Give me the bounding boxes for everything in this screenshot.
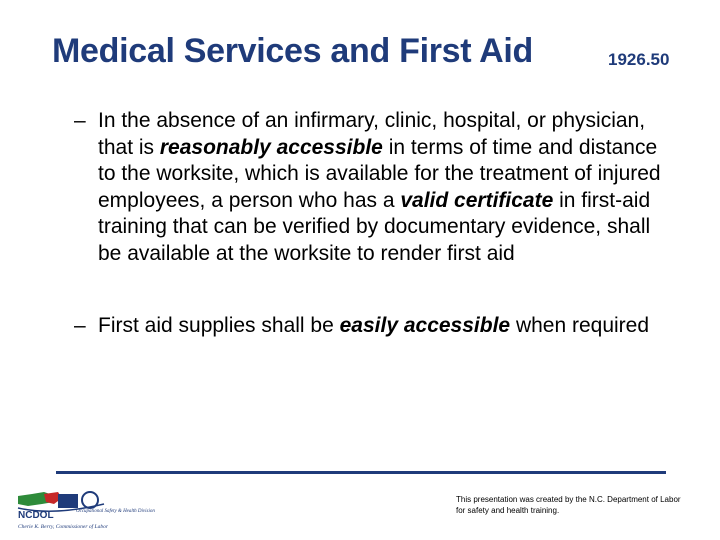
logo-division: Occupational Safety & Health Division	[76, 509, 155, 514]
logo-abbr: NCDOL	[18, 510, 54, 521]
bullet-text: when required	[510, 314, 650, 337]
emphasis-text: reasonably accessible	[159, 135, 383, 159]
logo-badge-icon	[58, 494, 78, 508]
emphasis-text: easily accessible	[339, 314, 511, 337]
logo-tagline: Cherie K. Berry, Commissioner of Labor	[18, 524, 108, 530]
bullet-item-1	[72, 108, 662, 267]
credit-text: This presentation was created by the N.C. Department of Labor for safety and health training.	[456, 495, 681, 515]
standard-code: 1926.50	[608, 50, 670, 69]
bullet-list	[72, 108, 662, 340]
bullet-marker: –	[74, 109, 86, 132]
footer-divider	[56, 471, 666, 474]
bullet-marker: –	[74, 314, 86, 337]
emphasis-text: valid certificate	[400, 188, 554, 212]
bullet-text: in terms of time and distance to the worksite, which is available for the treatment of injured employees, a person who has a	[98, 135, 661, 212]
bullet-text: First aid supplies shall be	[98, 314, 340, 337]
slide-title: Medical Services and First Aid	[52, 32, 534, 70]
ncdol-logo	[14, 486, 184, 536]
bullet-text: In the absence of an infirmary, clinic, hospital, or physician, that is	[98, 109, 646, 159]
bullet-text: in first-aid training that can be verified by documentary evidence, shall be available at the worksite to render first aid	[98, 188, 651, 265]
bullet-item-2	[72, 313, 662, 340]
